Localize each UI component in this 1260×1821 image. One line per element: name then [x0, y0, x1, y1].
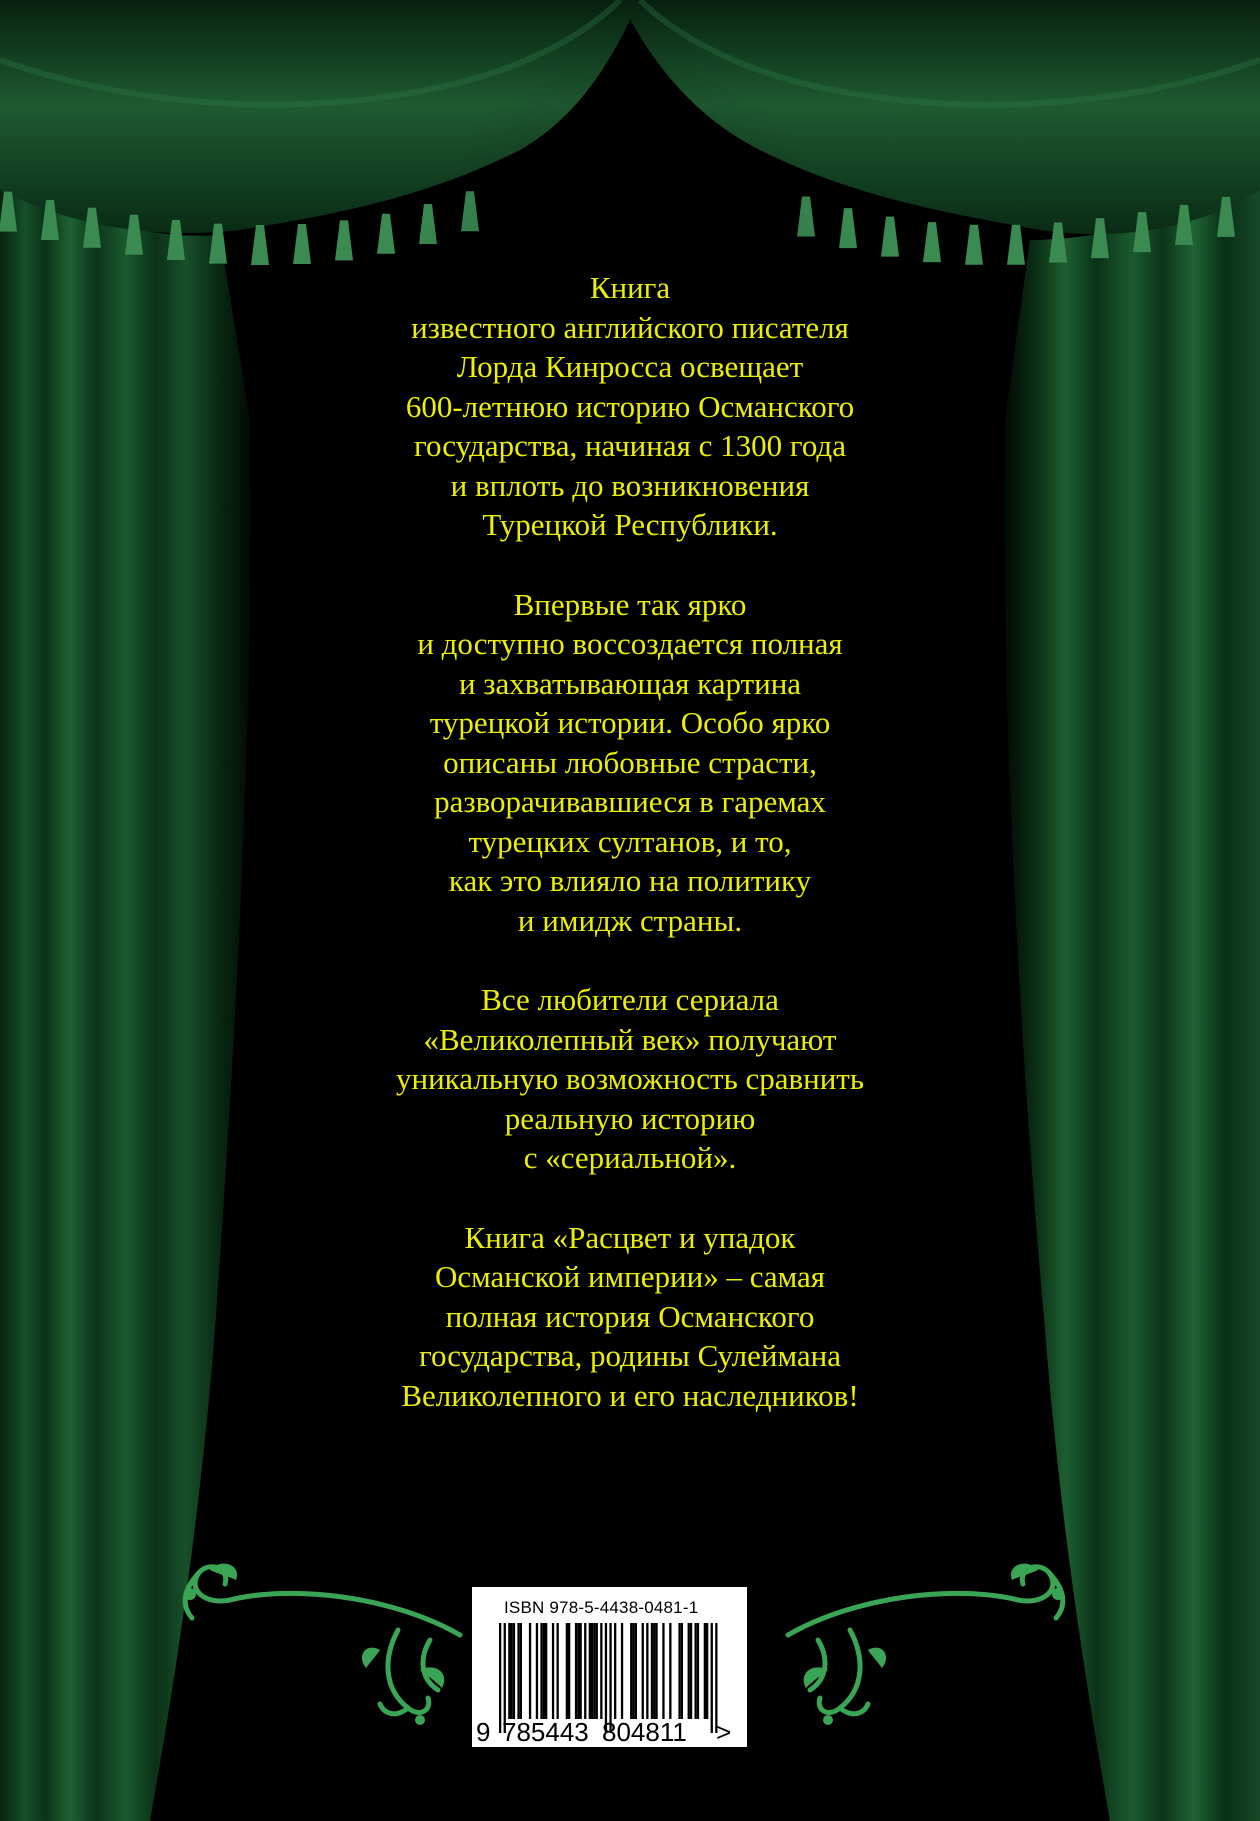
annotation-paragraph-4 [230, 1218, 1030, 1416]
barcode-bar [591, 1623, 593, 1719]
barcode-bar [690, 1623, 692, 1719]
text-line: государства, родины Сулеймана [419, 1338, 841, 1373]
isbn-label: ISBN 978-5-4438-0481-1 [504, 1598, 699, 1617]
barcode-bar [669, 1623, 671, 1719]
barcode-bar [596, 1623, 598, 1719]
barcode-bar [557, 1623, 559, 1719]
text-line: как это влияло на политику [448, 863, 812, 898]
barcode-bar [630, 1623, 632, 1719]
barcode-bar [543, 1623, 545, 1719]
barcode-bar [600, 1623, 602, 1719]
barcode-bar [688, 1623, 690, 1719]
text-line: известного английского писателя [411, 309, 849, 345]
barcode-bar [621, 1623, 623, 1719]
barcode-bar [536, 1623, 538, 1719]
text-line: Лорда Кинросса освещает [456, 349, 804, 384]
text-line: Книга [589, 270, 671, 305]
barcode-bar [580, 1623, 582, 1719]
barcode-bar [642, 1623, 644, 1719]
text-line: Османской империи» – самая [434, 1259, 826, 1294]
text-line: описаны любовные страсти, [443, 744, 817, 780]
barcode-bar [589, 1623, 591, 1719]
annotation-paragraph-1 [230, 268, 1030, 545]
barcode-bar [614, 1623, 616, 1719]
barcode-bar [655, 1623, 657, 1719]
barcode-bar [651, 1623, 653, 1719]
barcode-bar [529, 1623, 531, 1719]
ean-left-group: 785443 [502, 1717, 589, 1747]
text-line: Великолепного и его наследников! [401, 1377, 859, 1413]
barcode-bar [646, 1623, 648, 1719]
barcode-bar [511, 1623, 513, 1719]
barcode-bar [678, 1623, 680, 1719]
barcode-bar [704, 1623, 706, 1719]
text-line: и доступно воссоздается полная [417, 626, 843, 661]
text-line: государства, начиная с 1300 года [414, 428, 846, 463]
barcode-bar [706, 1623, 708, 1719]
barcode-bar [662, 1623, 664, 1719]
barcode-bar [697, 1623, 699, 1719]
ean-quiet-zone-marker: > [716, 1717, 732, 1747]
barcode-bar [575, 1623, 577, 1719]
annotation-text [230, 268, 1030, 1455]
text-line: Впервые так ярко [513, 586, 747, 622]
barcode-bar [584, 1623, 586, 1719]
isbn-barcode [472, 1587, 747, 1747]
ean-digits [472, 1717, 747, 1745]
barcode-bar [577, 1623, 579, 1719]
text-line: с «сериальной». [523, 1140, 737, 1175]
barcode-bar [520, 1623, 522, 1719]
barcode-bar [681, 1623, 683, 1719]
barcode-bar [593, 1623, 595, 1719]
text-line: разворачивавшиеся в гаремах [434, 784, 826, 819]
barcode-bar [635, 1623, 637, 1719]
ean-first-digit: 9 [476, 1717, 491, 1747]
barcode-bar [632, 1623, 634, 1719]
text-line: и имидж страны. [517, 902, 743, 938]
text-line: уникальную возможность сравнить [396, 1061, 864, 1096]
annotation-paragraph-2 [230, 585, 1030, 941]
barcode-bar [545, 1623, 547, 1719]
barcode-bar [566, 1623, 568, 1719]
text-line: и вплоть до возникновения [450, 467, 810, 503]
text-line: полная история Османского [445, 1298, 815, 1334]
text-line: Все любители сериала [481, 982, 779, 1017]
barcode-bar [695, 1623, 697, 1719]
green-swirl-ornament-left [170, 1560, 470, 1730]
text-line: Книга «Расцвет и упадок [464, 1219, 796, 1255]
text-line: Турецкой Республики. [482, 507, 778, 542]
text-line: реальную историю [504, 1100, 756, 1136]
barcode-bar [517, 1623, 519, 1719]
annotation-paragraph-3 [230, 980, 1030, 1178]
text-line: турецкой истории. Особо ярко [429, 705, 831, 740]
barcode-bar [508, 1623, 510, 1719]
barcode-bar [568, 1623, 570, 1719]
text-line: «Великолепный век» получают [423, 1021, 837, 1057]
green-swirl-ornament-right [778, 1560, 1078, 1730]
text-line: и захватывающая картина [458, 665, 802, 701]
text-line: турецких султанов, и то, [468, 823, 792, 859]
barcode-bar [513, 1623, 515, 1719]
barcode-bar [653, 1623, 655, 1719]
barcode-bar [540, 1623, 542, 1719]
barcode-bar [552, 1623, 554, 1719]
ean-right-group: 804811 [602, 1717, 687, 1747]
text-line: 600-летнюю историю Османского [405, 388, 855, 424]
